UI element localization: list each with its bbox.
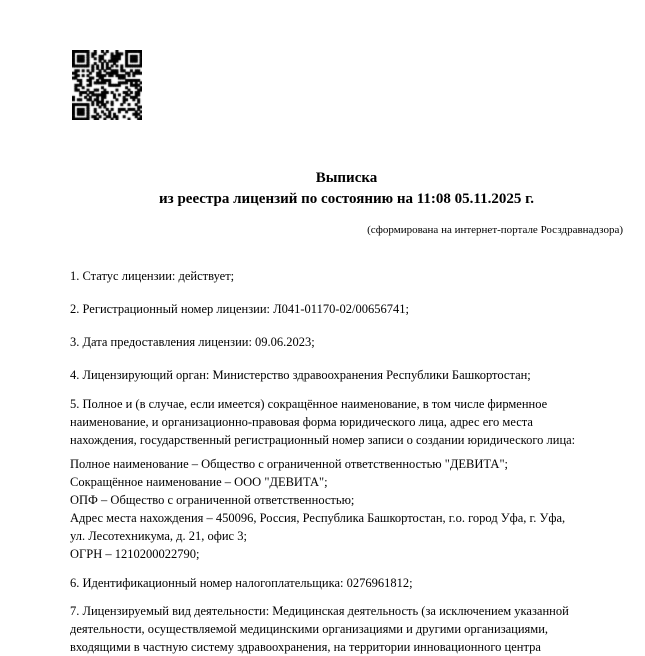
paragraph-line: Полное наименование – Общество с ограниченной ответственностью "ДЕВИТА"; [70,457,509,471]
paragraph-line: входящими в частную систему здравоохранения, на территории инновационного центра [70,640,541,654]
paragraph-line: 6. Идентификационный номер налогоплательщика: 0276961812; [70,576,413,590]
paragraph [70,267,610,285]
paragraph-line: ОПФ – Общество с ограниченной ответственностью; [70,493,355,507]
paragraph [70,455,610,563]
paragraph-line: 3. Дата предоставления лицензии: 09.06.2023; [70,335,315,349]
paragraph [70,395,610,449]
paragraph-line: ул. Лесотехникума, д. 21, офис 3; [70,529,247,543]
license-extract-body [70,267,610,656]
qr-code [72,50,142,120]
paragraph-line: Сокращённое наименование – ООО "ДЕВИТА"; [70,475,328,489]
paragraph-line: 4. Лицензирующий орган: Министерство здравоохранения Республики Башкортостан; [70,368,531,382]
paragraph-line: 5. Полное и (в случае, если имеется) сокращённое наименование, в том числе фирменное [70,397,548,411]
paragraph [70,574,610,592]
document-subtitle: (сформирована на интернет-портале Росздравнадзора) [367,224,623,236]
paragraph-line: 7. Лицензируемый вид деятельности: Медицинская деятельность (за исключением указанной [70,604,569,618]
paragraph-line: 1. Статус лицензии: действует; [70,269,235,283]
paragraph-line: нахождения, государственный регистрационный номер записи о создании юридического лица: [70,433,576,447]
paragraph [70,602,610,656]
paragraph [70,300,610,318]
paragraph-line: Адрес места нахождения – 450096, Россия, Республика Башкортостан, г.о. город Уфа, г. Уфа, [70,511,566,525]
document-title-line2: из реестра лицензий по состоянию на 11:08 05.11.2025 г. [159,191,534,207]
paragraph-line: 2. Регистрационный номер лицензии: Л041-01170-02/00656741; [70,302,409,316]
document-title-line1: Выписка [315,170,378,186]
document-title [70,168,623,210]
paragraph [70,366,610,384]
paragraph-line: наименование, и организационно-правовая форма юридического лица, адрес его места [70,415,533,429]
paragraph [70,333,610,351]
paragraph-line: деятельности, осуществляемой медицинскими организациями и другими организациями, [70,622,549,636]
paragraph-line: ОГРН – 1210200022790; [70,547,200,561]
